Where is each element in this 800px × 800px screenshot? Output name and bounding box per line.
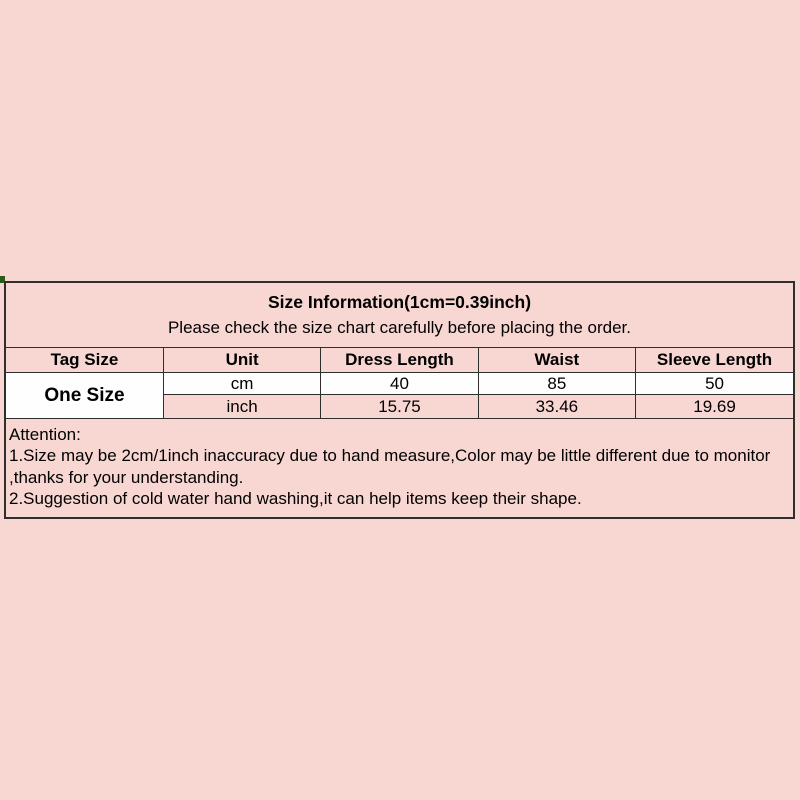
unit-cm: cm <box>163 373 320 395</box>
column-header-dress-length: Dress Length <box>321 348 478 373</box>
column-header-tag-size: Tag Size <box>6 348 163 373</box>
column-header-waist: Waist <box>478 348 635 373</box>
size-chart-panel <box>4 281 795 519</box>
size-row-cm <box>6 373 793 395</box>
unit-inch: inch <box>163 395 320 419</box>
column-header-sleeve-length: Sleeve Length <box>636 348 793 373</box>
attention-line-2: ,thanks for your understanding. <box>9 467 244 487</box>
sleeve-length-inch: 19.69 <box>636 395 793 419</box>
size-table-header-row <box>6 348 793 373</box>
dress-length-inch: 15.75 <box>321 395 478 419</box>
attention-section <box>6 419 793 517</box>
dress-length-cm: 40 <box>321 373 478 395</box>
sleeve-length-cm: 50 <box>636 373 793 395</box>
tag-size-value: One Size <box>6 373 163 419</box>
attention-heading: Attention: <box>9 425 81 444</box>
attention-line-3: 2.Suggestion of cold water hand washing,it can help items keep their shape. <box>9 488 582 508</box>
size-table <box>6 347 793 419</box>
column-header-unit: Unit <box>163 348 320 373</box>
waist-cm: 85 <box>478 373 635 395</box>
attention-line-1: 1.Size may be 2cm/1inch inaccuracy due to hand measure,Color may be little different due to monitor <box>9 446 771 466</box>
size-chart-title: Size Information(1cm=0.39inch) <box>267 292 532 312</box>
waist-inch: 33.46 <box>478 395 635 419</box>
size-chart-header <box>6 283 793 347</box>
size-chart-subtitle: Please check the size chart carefully before placing the order. <box>167 318 632 337</box>
